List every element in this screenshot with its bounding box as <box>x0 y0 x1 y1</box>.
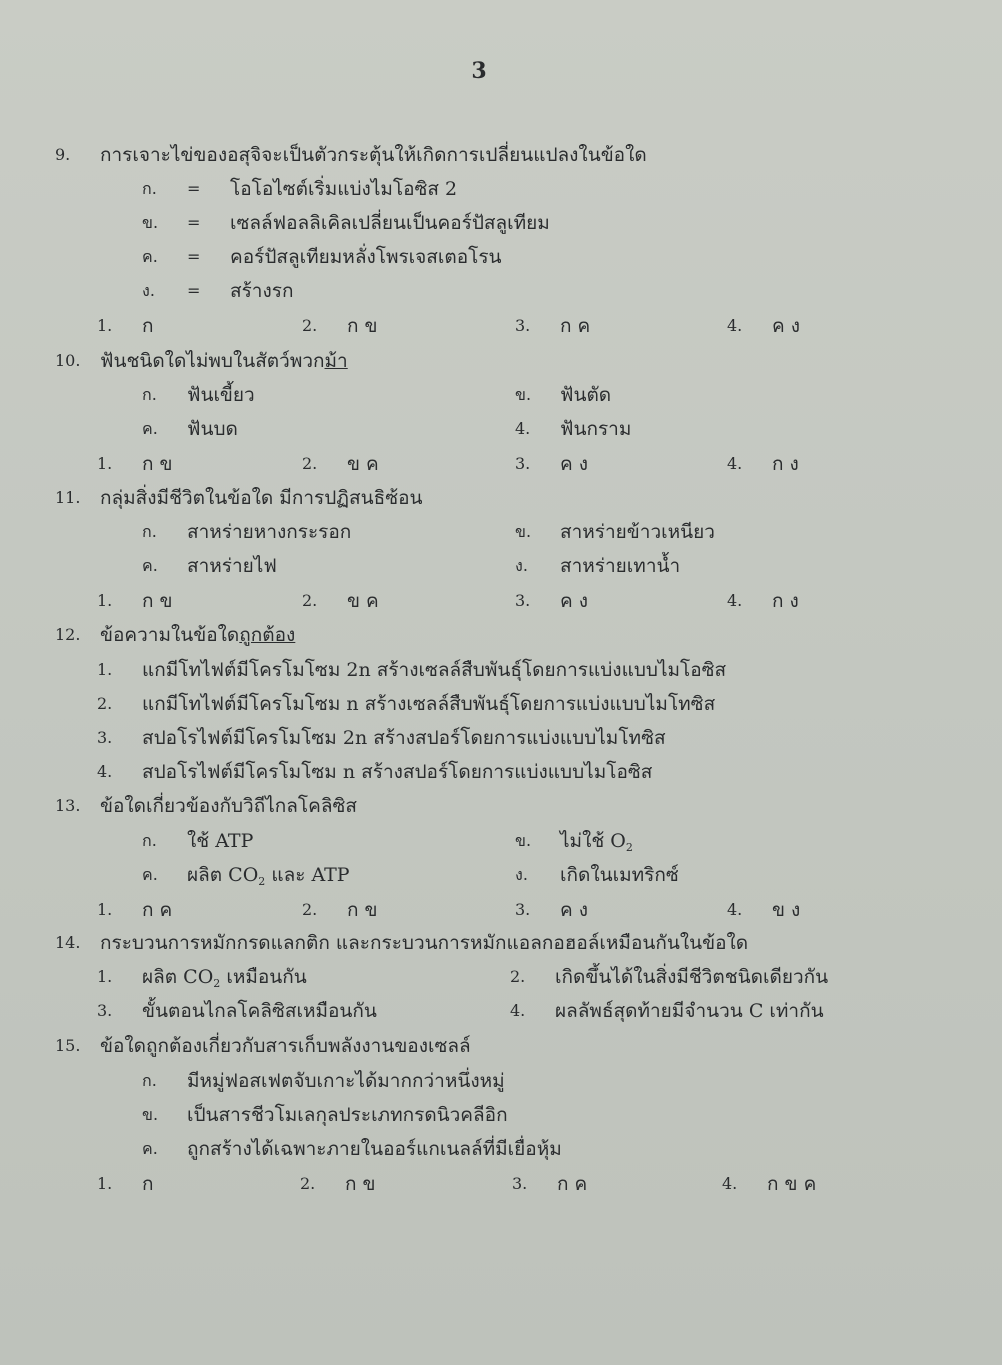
question-number: 12. <box>55 625 81 644</box>
question-text: ข้อความในข้อใดถูกต้อง <box>100 624 296 646</box>
question-number: 9. <box>55 145 71 164</box>
question-text: ฟันชนิดใดไม่พบในสัตว์พวกม้า <box>100 350 348 372</box>
question-text: การเจาะไข่ของอสุจิจะเป็นตัวกระตุ้นให้เกิดการเปลี่ยนแปลงในข้อใด <box>100 144 647 166</box>
question-number: 13. <box>55 796 81 815</box>
question-text: กระบวนการหมักกรดแลกติก และกระบวนการหมักแอลกอฮอล์เหมือนกันในข้อใด <box>100 932 749 954</box>
question-text: ข้อใดเกี่ยวข้องกับวิถีไกลโคลิซิส <box>100 795 357 817</box>
question-number: 11. <box>55 488 81 507</box>
question-text: ข้อใดถูกต้องเกี่ยวกับสารเก็บพลังงานของเซลล์ <box>100 1035 471 1057</box>
question-number: 10. <box>55 351 81 370</box>
page-number: 3 <box>471 58 487 84</box>
question-text: กลุ่มสิ่งมีชีวิตในข้อใด มีการปฏิสนธิซ้อน <box>100 487 423 509</box>
question-number: 15. <box>55 1036 81 1055</box>
exam-page: 3 9. การเจาะไข่ของอสุจิจะเป็นตัวกระตุ้นให้เกิดการเปลี่ยนแปลงในข้อใด ก. = โอโอไซต์เริ่มแบ่งไมโอซิส 2 ข. = เซลล์ฟอลลิเคิลเปลี่ยนเป็นคอร์ปัสลูเทียม ค. = คอร์ปัสลูเทียมหลั่งโพรเจสเตอโรน ง. = สร้างรก 1. ก 2. ก ข 3. ก ค 4. ค ง 10. ฟันชนิดใดไม่พบในสัตว์พวกม้า ก. ฟันเขี้ยว ข. ฟันตัด ค. ฟันบด 4. ฟันกราม 1. ก ข 2. ข ค 3. ค ง 4. ก ง 11. กลุ่มสิ่งมีชีวิตในข้อใด มีการปฏิสนธิซ้อน ก. สาหร่ายหางกระรอก ข. สาหร่ายข้าวเหนียว ค. สาหร่ายไฟ ง. สาหร่ายเทาน้ำ 1. ก ข 2. ข ค 3. ค ง 4. ก ง 12. ข้อความในข้อใดถูกต้อง 1. แกมีโทไฟต์มีโครโมโซม 2n สร้างเซลล์สืบพันธุ์โดยการแบ่งแบบไมโอซิส 2. แกมีโทไฟต์มีโครโมโซม n สร้างเซลล์สืบพันธุ์โดยการแบ่งแบบไมโทซิส 3. สปอโรไฟต์มีโครโมโซม 2n สร้างสปอร์โดยการแบ่งแบบไมโทซิส 4. สปอโรไฟต์มีโครโมโซม n สร้างสปอร์โดยการแบ่งแบบไมโอซิส 13. ข้อใดเกี่ยวข้องกับวิถีไกลโคลิซิส ก. ใช้ ATP ข. ไม่ใช้ $O_2$ ค. ผลิต $CO_2$ และ ATP ง. เกิดในเมทริกซ์ 1. ก ค 2. ก ข 3. ค ง 4. ข ง 14. กระบวนการหมักกรดแลกติก และกระบวนการหมักแอลกอฮอล์เหมือนกันในข้อใด 1. ผลิต $CO_2$ เหมือนกัน 2. เกิดขึ้นได้ในสิ่งมีชีวิตชนิดเดียวกัน 3. ขั้นตอนไกลโคลิซิสเหมือนกัน 4. ผลลัพธ์สุดท้ายมีจำนวน C เท่ากัน 15. ข้อใดถูกต้องเกี่ยวกับสารเก็บพลังงานของเซลล์ ก. มีหมู่ฟอสเฟตจับเกาะได้มากกว่าหนึ่งหมู่ ข. เป็นสารชีวโมเลกุลประเภทกรดนิวคลีอิก ค. ถูกสร้างได้เฉพาะภายในออร์แกเนลล์ที่มีเยื่อหุ้ม 1. ก 2. ก ข 3. ก ค 4. ก ข ค <box>0 0 1002 1365</box>
question-number: 14. <box>55 933 81 952</box>
